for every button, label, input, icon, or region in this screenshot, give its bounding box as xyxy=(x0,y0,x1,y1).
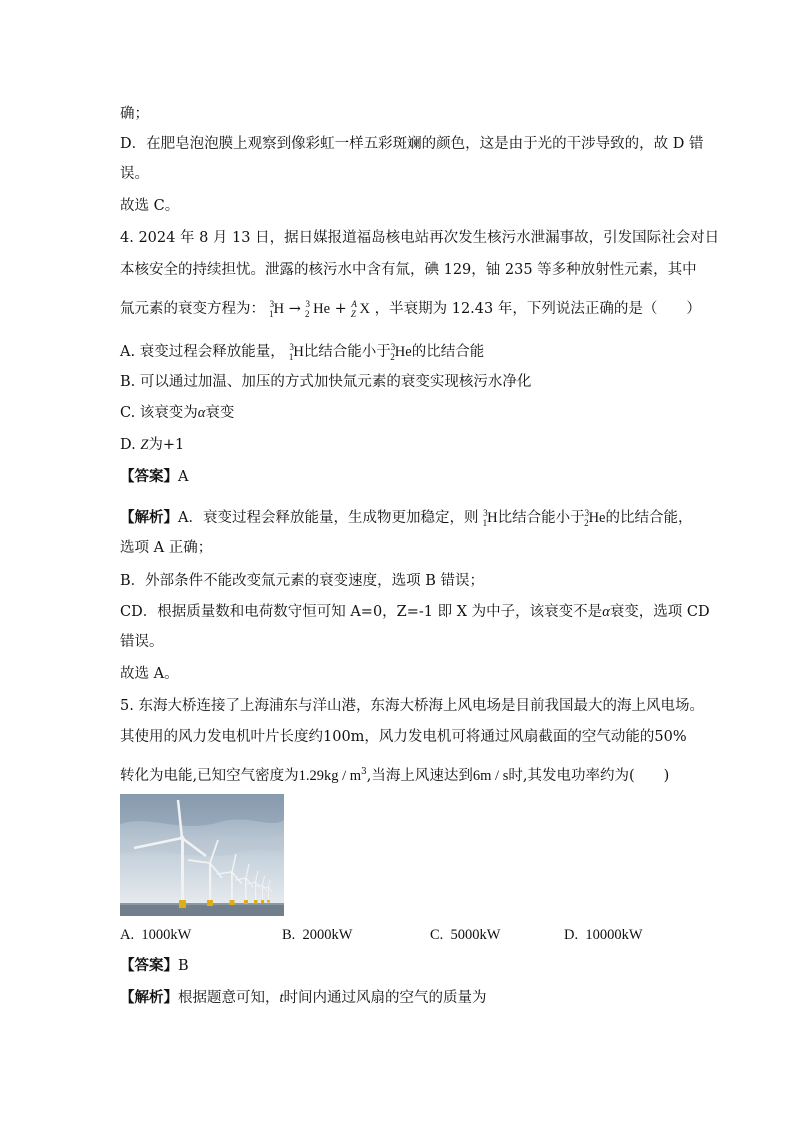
explanation-4-line: 【解析】A．衰变过程会释放能量，生成物更加稳定，则 $^3_1$H比结合能小于$^3_2$He的比结合能， xyxy=(120,503,693,533)
text: 氚元素的衰变方程为： xyxy=(120,300,265,317)
wind-farm-photo xyxy=(120,794,284,916)
helium-nuclide: $^3_2$He xyxy=(584,508,606,528)
text-line: 故选 C。 xyxy=(120,198,180,214)
explanation-4-line: 故选 A。 xyxy=(120,666,179,682)
answer-5: 【答案】B xyxy=(120,957,189,974)
question-5-line: 其使用的风力发电机叶片长度约100m，风力发电机可将通过风扇截面的空气动能的50% xyxy=(120,729,687,745)
explanation-4-line: CD．根据质量数和电荷数守恒可知 A=0，Z=-1 即 X 为中子，该衰变不是α衰变，选项 CD xyxy=(120,604,710,620)
text-line: 确； xyxy=(120,106,149,122)
helium-nuclide: $^3_2$ He xyxy=(304,299,331,319)
question-4-line: 本核安全的持续担忧。泄露的核污水中含有氚，碘 129，铀 235 等多种放射性元素，其中 xyxy=(120,262,697,278)
tritium-nuclide: $^3_1$H xyxy=(482,508,498,528)
option-c: C. 该衰变为α衰变 xyxy=(120,405,235,421)
explanation-5-line: 【解析】根据题意可知，t时间内通过风扇的空气的质量为 xyxy=(120,989,487,1006)
question-4-equation-line xyxy=(120,294,701,324)
tritium-nuclide: $^3_1$H xyxy=(288,342,304,362)
option-b: B. 2000kW xyxy=(282,927,353,943)
option-d: D. 10000kW xyxy=(564,927,643,943)
explanation-4-line: 错误。 xyxy=(120,634,164,650)
helium-nuclide: $^3_2$He xyxy=(390,342,412,362)
option-a: A. 1000kW xyxy=(120,927,192,943)
option-d: D. Z为+1 xyxy=(120,437,185,453)
question-5-line: 5. 东海大桥连接了上海浦东与洋山港，东海大桥海上风电场是目前我国最大的海上风电场。 xyxy=(120,698,704,714)
explanation-4-line: 选项 A 正确； xyxy=(120,540,213,556)
x-nuclide: $^A_Z$ X xyxy=(350,299,371,319)
question-5-line: 转化为电能,已知空气密度为$1.29kg / m^3$,当海上风速达到6m / s时,其发电功率约为( ) xyxy=(120,767,670,784)
text: ，半衰期为 12.43 年，下列说法正确的是（ ） xyxy=(374,300,701,317)
option-a: A. 衰变过程会释放能量， $^3_1$H比结合能小于$^3_2$He的比结合能 xyxy=(120,337,484,367)
text-line: D．在肥皂泡泡膜上观察到像彩虹一样五彩斑斓的颜色，这是由于光的干涉导致的，故 D 错 xyxy=(120,136,704,152)
explanation-4-line: B．外部条件不能改变氚元素的衰变速度，选项 B 错误； xyxy=(120,573,485,589)
arrow: → xyxy=(288,300,301,317)
answer-4: 【答案】A xyxy=(120,468,189,485)
option-b: B. 可以通过加温、加压的方式加快氚元素的衰变实现核污水净化 xyxy=(120,374,532,390)
tritium-nuclide: $^3_1$H xyxy=(269,299,285,319)
plus: + xyxy=(334,300,347,317)
question-4-line: 4. 2024 年 8 月 13 日，据日媒报道福岛核电站再次发生核污水泄漏事故，引发国际社会对日 xyxy=(120,230,720,246)
option-c: C. 5000kW xyxy=(430,927,501,943)
text-line: 误。 xyxy=(120,166,149,182)
